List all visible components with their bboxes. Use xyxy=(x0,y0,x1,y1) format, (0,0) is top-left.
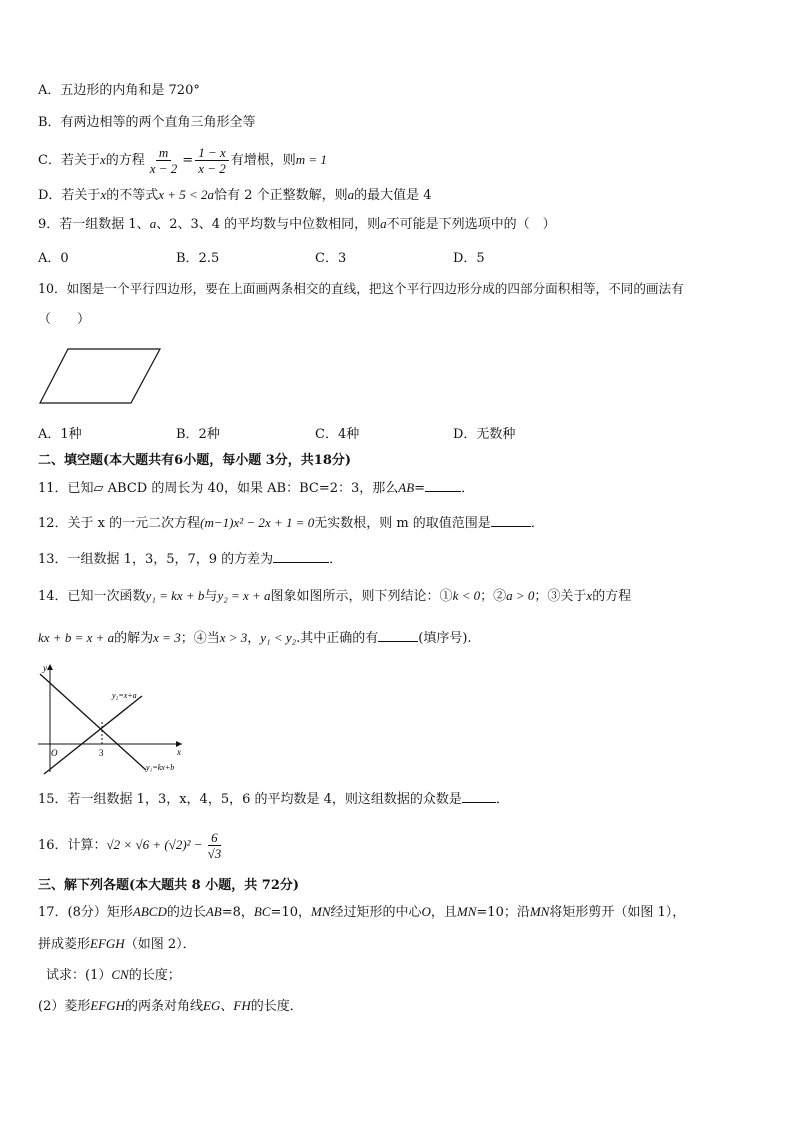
q11-end: ． xyxy=(461,481,475,496)
q14-function-graph xyxy=(34,660,190,778)
q17-l1-f: =10；沿 xyxy=(476,905,530,920)
q14-l1-sep1: ；② xyxy=(480,589,507,604)
q14-l2-c4pre: ；④当 xyxy=(180,631,220,646)
origin-label: O xyxy=(51,748,58,758)
q12-pre: 12．关于 x 的一元二次方程 xyxy=(38,516,201,531)
q17-bc: BC xyxy=(253,904,271,919)
section-3-heading: 三、解下列各题(本大题共 8 小题，共 72分) xyxy=(38,878,300,893)
q8c-frac1-num: m xyxy=(156,145,171,161)
line-y2 xyxy=(44,696,142,774)
q8c-frac2 xyxy=(195,145,229,176)
q10-option-b: B．2种 xyxy=(176,427,220,442)
q17-l1-g: 将矩形剪开（如图 1）， xyxy=(549,905,686,920)
q17-l1-pre: 17．(8分）矩形 xyxy=(38,905,133,920)
q17-l1-c: =10， xyxy=(270,905,311,920)
q9-stem-mid: 、2、3、4 的平均数与中位数相同，则 xyxy=(156,217,381,232)
q14-answer-blank xyxy=(378,629,418,642)
q9-option-c: C．3 xyxy=(315,251,347,266)
q8-option-c xyxy=(38,140,327,181)
q14-l2-post: .其中正确的有 xyxy=(296,631,379,646)
q14-l1-c2: a > 0 xyxy=(506,588,535,603)
q9-stem-post: 不可能是下列选项中的（ ） xyxy=(386,217,556,232)
q8c-frac1 xyxy=(147,145,181,176)
q9-stem xyxy=(38,215,556,234)
q8d-post1: 恰有 2 个正整数解，则 xyxy=(214,188,348,203)
q14-l2-c4b: y₁ < y₂ xyxy=(260,630,297,645)
q16-pre: 16．计算： xyxy=(38,838,107,853)
q17-cn: CN xyxy=(111,967,129,982)
q8c-pre: C．若关于 xyxy=(38,153,100,168)
q14-l1-post: 的方程 xyxy=(592,589,632,604)
q17-mn: MN xyxy=(310,904,331,919)
q8c-cond: m = 1 xyxy=(295,152,327,167)
q13-end: ． xyxy=(329,552,343,567)
q8c-post: 有增根，则 xyxy=(230,153,296,168)
line-y1-label: y₁=kx+b xyxy=(146,763,175,772)
q13 xyxy=(38,550,342,569)
q11 xyxy=(38,479,474,498)
q12-post: 无实数根，则 m 的取值范围是 xyxy=(314,516,491,531)
q14-l1-f1: y₁ = kx + b xyxy=(145,588,205,603)
q17-line-3 xyxy=(46,966,181,985)
q8-option-a: A．五边形的内角和是 720° xyxy=(38,83,200,98)
q17-line-1 xyxy=(38,903,685,922)
q17-l1-a: 的边长 xyxy=(166,905,206,920)
q17-l1-e: ，且 xyxy=(430,905,457,920)
q15-text: 15．若一组数据 1，3，x，4，5，6 的平均数是 4，则这组数据的众数是 xyxy=(38,792,462,807)
x-tick-3: 3 xyxy=(99,748,104,758)
q14-l2-c4: x > 3 xyxy=(219,630,248,645)
q12-answer-blank xyxy=(491,514,531,527)
q15-answer-blank xyxy=(462,790,496,803)
q8c-var: x xyxy=(99,152,106,167)
q9-option-b: B．2.5 xyxy=(176,251,220,266)
q14-l2-sol: x = 3 xyxy=(153,630,181,645)
q14-l1-c1: k < 0 xyxy=(452,588,481,603)
q17-l4-post: 的长度． xyxy=(250,999,303,1014)
q8d-var2: a xyxy=(347,187,355,202)
q9-stem-pre: 9．若一组数据 1、 xyxy=(38,217,150,232)
q17-l4-sep: 、 xyxy=(220,999,234,1014)
q15-end: ． xyxy=(495,792,509,807)
q17-abcd: ABCD xyxy=(132,904,167,919)
q17-efgh-2: EFGH xyxy=(90,998,126,1013)
q17-line-2 xyxy=(38,935,196,954)
q8-option-b: B．有两边相等的两个直角三角形全等 xyxy=(38,115,256,130)
q9-stem-var2: a xyxy=(380,216,387,231)
q8d-pre: D．若关于 xyxy=(38,188,101,203)
q11-pre: 11．已知▱ ABCD 的周长为 40，如果 AB：BC=2：3，那么 xyxy=(38,481,399,496)
q16-frac-den: √3 xyxy=(207,846,222,861)
y-axis-label: y xyxy=(43,663,47,673)
q17-eg: EG xyxy=(203,998,221,1013)
q8c-eq: = xyxy=(182,153,194,168)
q12-eq: (m−1)x² − 2x + 1 = 0 xyxy=(200,515,315,530)
q14-l1-sep2: ；③关于 xyxy=(534,589,587,604)
q12 xyxy=(38,514,544,533)
q17-mn3: MN xyxy=(529,904,550,919)
q17-l1-d: 经过矩形的中心 xyxy=(330,905,422,920)
section-2-heading: 二、填空题(本大题共有6小题，每小题 3分，共18分) xyxy=(38,453,352,468)
q9-stem-var: a xyxy=(149,216,157,231)
q17-l3-pre: 试求：(1） xyxy=(46,968,112,983)
q14-l2-end: (填序号). xyxy=(418,631,472,646)
q14-l2-mid: 的解为 xyxy=(114,631,154,646)
q17-o: O xyxy=(421,904,431,919)
q8c-frac2-den: x − 2 xyxy=(198,161,226,176)
q8d-ineq: x + 5 < 2a xyxy=(158,187,215,202)
q16 xyxy=(38,824,226,867)
line-y2-label: y₂=x+a xyxy=(112,691,137,700)
q8c-frac1-den: x − 2 xyxy=(149,161,178,176)
parallelogram-figure xyxy=(38,345,164,407)
q17-l2-pre: 拼成菱形 xyxy=(38,937,91,952)
q17-l2-post: （如图 2）． xyxy=(124,937,196,952)
q14-l1-and: 与 xyxy=(204,589,218,604)
q17-l1-b: =8， xyxy=(221,905,254,920)
q14-l1-pre: 14．已知一次函数 xyxy=(38,589,146,604)
q14-l2-eq: kx + b = x + a xyxy=(38,630,115,645)
q10-stem: 10．如图是一个平行四边形，要在上面画两条相交的直线，把这个平行四边形分成的四部分面积相等，不同的画法有 xyxy=(38,281,684,296)
q17-l4-mid: 的两条对角线 xyxy=(125,999,204,1014)
q14-l2-comma: ， xyxy=(247,631,261,646)
q14-line-2 xyxy=(38,629,472,648)
q16-expr: √2 × √6 + (√2)² − xyxy=(106,837,203,852)
q11-var: AB xyxy=(398,480,415,495)
q11-post: = xyxy=(414,481,426,496)
q8d-post2: 的最大值是 4 xyxy=(354,188,432,203)
q17-fh: FH xyxy=(233,998,251,1013)
q17-l4-pre: (2）菱形 xyxy=(38,999,91,1014)
q16-frac xyxy=(205,830,225,861)
q14-line-1 xyxy=(38,587,631,606)
q17-mn2: MN xyxy=(456,904,477,919)
q17-line-4 xyxy=(38,997,303,1016)
q17-efgh: EFGH xyxy=(90,936,125,951)
q8c-mid: 的方程 xyxy=(105,153,145,168)
x-axis-label: x xyxy=(177,747,181,757)
q10-paren: （ ） xyxy=(38,312,91,327)
q8d-mid: 的不等式 xyxy=(106,188,159,203)
q16-frac-num: 6 xyxy=(208,830,221,846)
q9-option-a: A．0 xyxy=(38,251,69,266)
q10-option-d: D．无数种 xyxy=(453,427,516,442)
q14-l1-mid: 图象如图所示，则下列结论：① xyxy=(270,589,453,604)
q10-option-c: C．4种 xyxy=(315,427,360,442)
parallelogram-shape xyxy=(40,349,160,403)
q14-l1-var: x xyxy=(586,588,593,603)
q8c-frac2-num: 1 − x xyxy=(195,145,229,161)
q17-ab: AB xyxy=(205,904,222,919)
q17-l3-post: 的长度； xyxy=(128,968,181,983)
q8-option-d xyxy=(38,186,432,205)
q8d-var: x xyxy=(100,187,107,202)
y-axis-arrow xyxy=(47,664,53,670)
q10-option-a: A．1种 xyxy=(38,427,82,442)
q14-l1-f2: y₂ = x + a xyxy=(217,588,271,603)
q9-option-d: D．5 xyxy=(453,251,485,266)
q13-answer-blank xyxy=(273,550,329,563)
q12-end: ． xyxy=(530,516,544,531)
q13-pre: 13．一组数据 1，3，5，7，9 的方差为 xyxy=(38,552,274,567)
q15 xyxy=(38,790,509,809)
q11-answer-blank xyxy=(425,479,461,492)
